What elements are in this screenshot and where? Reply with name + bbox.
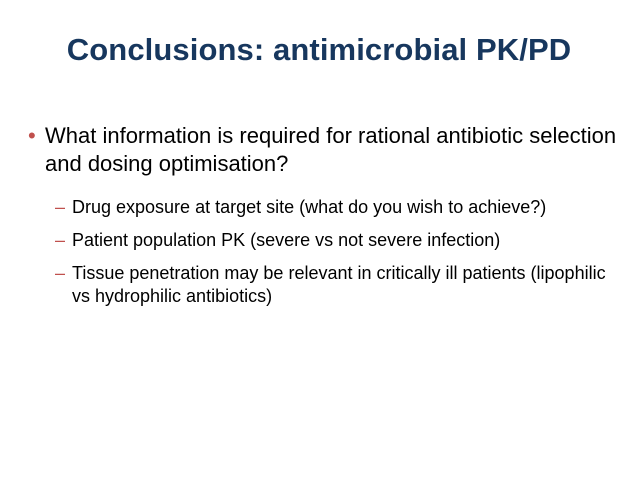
sub-bullet-text: Drug exposure at target site (what do you wish to achieve?) <box>72 197 547 217</box>
dash-marker: – <box>55 230 66 250</box>
main-bullet-text: What information is required for rational antibiotic selection and dosing optimisation? <box>45 123 617 176</box>
sub-bullet-item <box>55 262 615 308</box>
sub-bullet-item <box>55 229 615 252</box>
sub-bullet-list <box>55 196 615 318</box>
dash-marker: – <box>55 263 66 283</box>
bullet-marker: • <box>28 123 36 148</box>
sub-bullet-item <box>55 196 615 219</box>
slide-title: Conclusions: antimicrobial PK/PD <box>66 32 572 67</box>
sub-bullet-text: Patient population PK (severe vs not severe infection) <box>72 230 501 250</box>
sub-bullet-text: Tissue penetration may be relevant in critically ill patients (lipophilic vs hydrophilic antibiotics) <box>72 263 606 306</box>
dash-marker: – <box>55 197 66 217</box>
main-bullet <box>28 122 618 178</box>
